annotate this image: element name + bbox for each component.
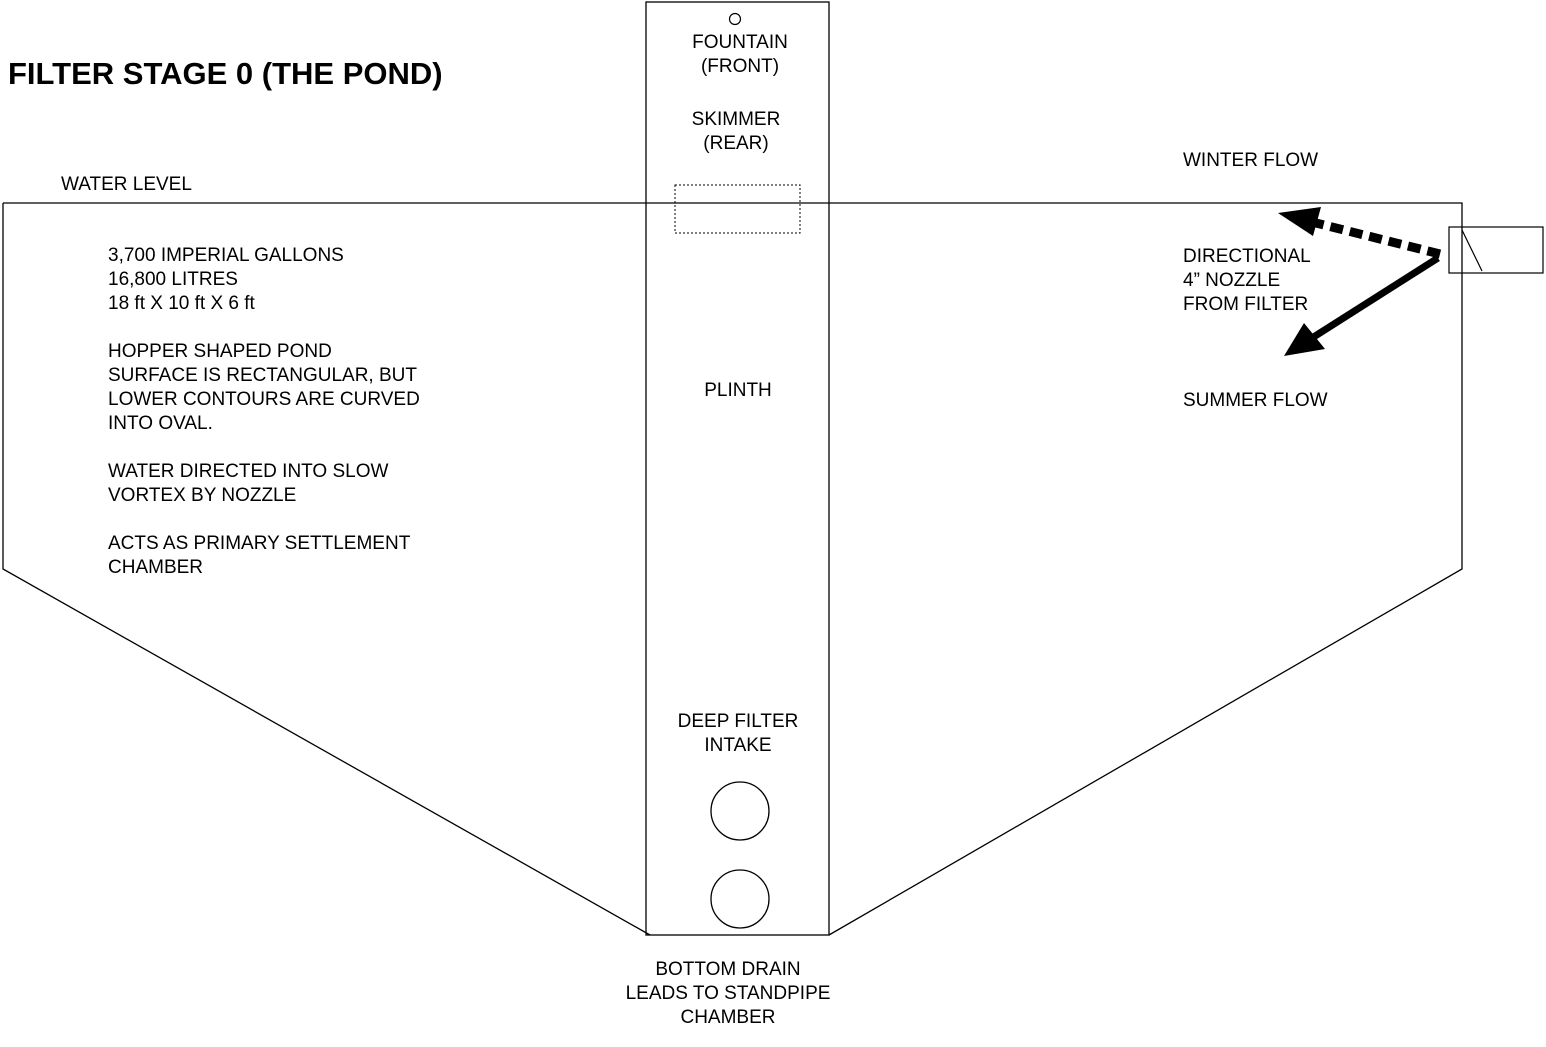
notes-settlement	[108, 532, 420, 580]
summer-flow-arrow	[1312, 258, 1438, 338]
fountain-label	[670, 31, 810, 79]
drain-label-line: LEADS TO STANDPIPE	[625, 983, 831, 1004]
nozzle-label-line: FROM FILTER	[1183, 294, 1309, 315]
skimmer-label-line: SKIMMER	[691, 109, 781, 130]
notes-vortex	[108, 460, 420, 508]
intake-label-line: INTAKE	[704, 735, 772, 756]
skimmer-box	[675, 185, 800, 233]
note-line: 3,700 IMPERIAL GALLONS	[108, 245, 344, 266]
plinth-label: PLINTH	[704, 380, 772, 401]
diagram-title: FILTER STAGE 0 (THE POND)	[8, 56, 443, 91]
winter-flow-label: WINTER FLOW	[1183, 150, 1319, 171]
intake-circle-upper	[711, 782, 769, 840]
summer-flow-arrowhead	[1284, 323, 1325, 356]
fountain-label-line: FOUNTAIN	[692, 32, 788, 53]
note-line: VORTEX BY NOZZLE	[108, 485, 297, 506]
fountain-icon	[730, 14, 741, 25]
note-line: LOWER CONTOURS ARE CURVED	[108, 389, 420, 410]
note-line: INTO OVAL.	[108, 413, 213, 434]
winter-flow-arrowhead	[1278, 207, 1321, 236]
drain-label-line: CHAMBER	[680, 1007, 776, 1028]
nozzle-label	[1183, 245, 1311, 317]
intake-label-line: DEEP FILTER	[677, 711, 799, 732]
notes-shape	[108, 340, 420, 436]
summer-flow-label: SUMMER FLOW	[1183, 390, 1328, 411]
nozzle-box	[1449, 227, 1543, 273]
note-line: 16,800 LITRES	[108, 269, 238, 290]
drain-label-line: BOTTOM DRAIN	[655, 959, 801, 980]
water-level-label: WATER LEVEL	[61, 174, 192, 195]
fountain-label-line: (FRONT)	[700, 56, 780, 77]
note-line: HOPPER SHAPED POND	[108, 341, 332, 362]
pond-notes	[108, 244, 420, 580]
note-line: WATER DIRECTED INTO SLOW	[108, 461, 389, 482]
nozzle-label-line: DIRECTIONAL	[1183, 246, 1311, 267]
skimmer-label	[666, 108, 806, 156]
note-line: CHAMBER	[108, 557, 204, 578]
bottom-drain-label	[598, 958, 858, 1030]
nozzle-diagonal	[1462, 230, 1482, 271]
intake-circle-lower	[711, 870, 769, 928]
nozzle-label-line: 4” NOZZLE	[1183, 270, 1281, 291]
deep-filter-intake-label	[648, 710, 828, 758]
note-line: SURFACE IS RECTANGULAR, BUT	[108, 365, 417, 386]
notes-volume	[108, 244, 420, 316]
note-line: ACTS AS PRIMARY SETTLEMENT	[108, 533, 411, 554]
skimmer-label-line: (REAR)	[703, 133, 769, 154]
note-line: 18 ft X 10 ft X 6 ft	[108, 293, 255, 314]
winter-flow-arrow	[1312, 222, 1440, 254]
